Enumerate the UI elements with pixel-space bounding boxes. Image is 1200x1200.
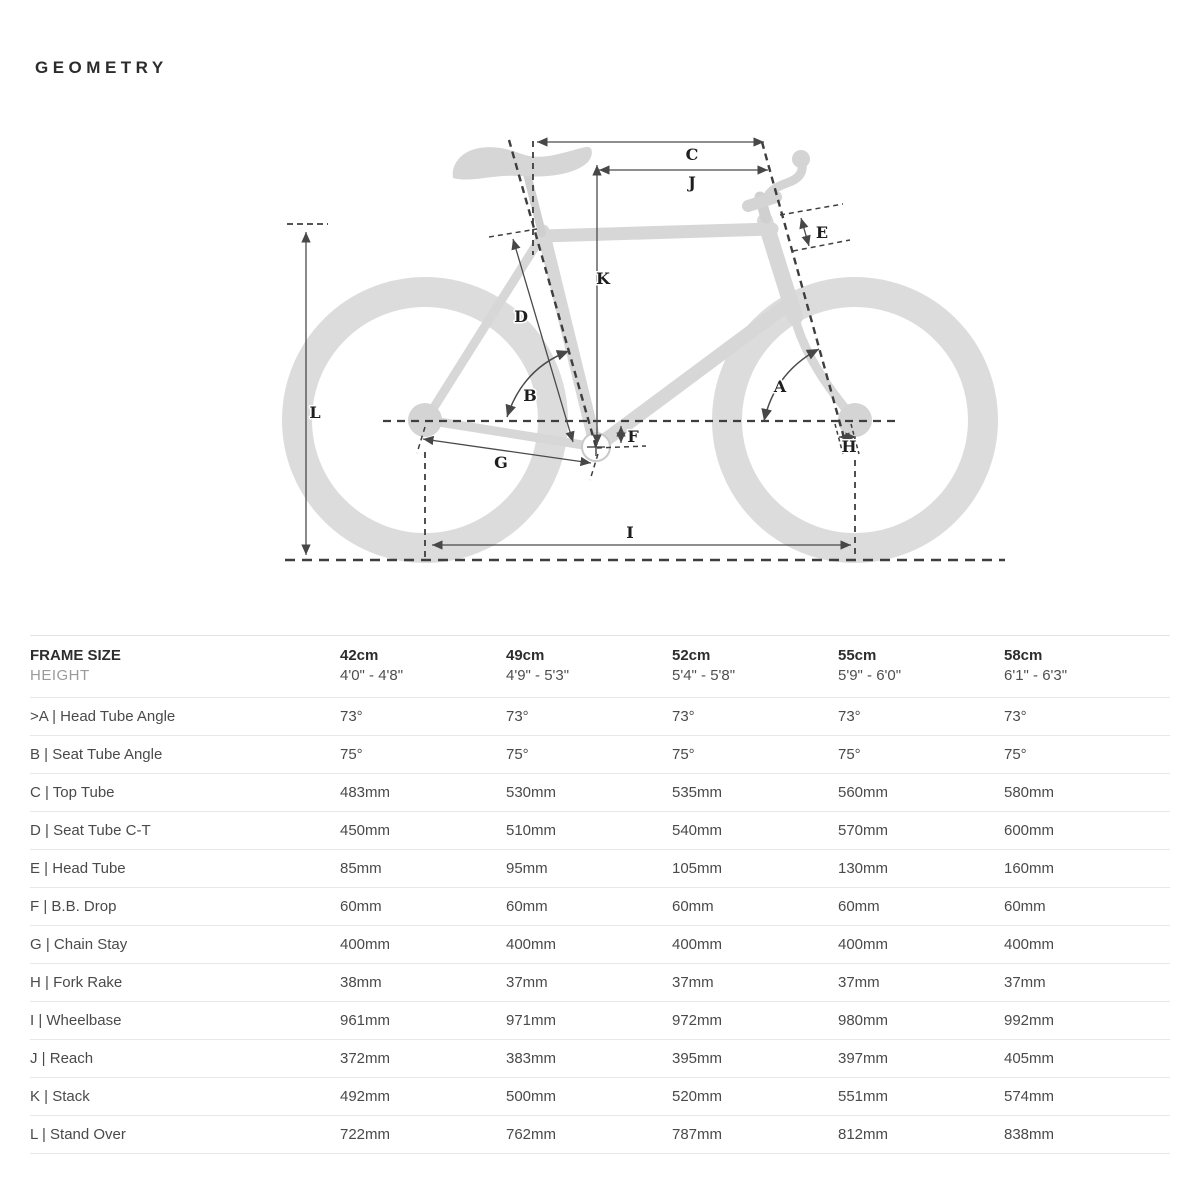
geometry-value-cell: 372mm [340, 1040, 506, 1078]
geometry-value-cell: 972mm [672, 1002, 838, 1040]
geometry-value-cell: 73° [838, 698, 1004, 736]
geometry-value-cell: 574mm [1004, 1078, 1170, 1116]
bike-artwork [297, 147, 983, 548]
geometry-value-cell: 400mm [340, 926, 506, 964]
height-range-cell: 4'0" - 4'8" [340, 667, 404, 684]
height-range-cell: 5'9" - 6'0" [838, 667, 902, 684]
geometry-value-cell: 38mm [340, 964, 506, 1002]
geometry-value-cell: 762mm [506, 1116, 672, 1154]
geometry-value-cell: 787mm [672, 1116, 838, 1154]
geometry-row-label: K | Stack [30, 1078, 340, 1116]
geometry-row-label: I | Wheelbase [30, 1002, 340, 1040]
geometry-row-label: F | B.B. Drop [30, 888, 340, 926]
size-column-header: 49cm [506, 647, 545, 664]
geometry-value-cell: 530mm [506, 774, 672, 812]
geometry-table-row [30, 698, 1170, 736]
page-title: GEOMETRY [35, 58, 168, 77]
geometry-value-cell: 400mm [1004, 926, 1170, 964]
height-row-label: HEIGHT [30, 667, 90, 684]
geometry-value-cell: 397mm [838, 1040, 1004, 1078]
geometry-row-label: >A | Head Tube Angle [30, 698, 340, 736]
geometry-value-cell: 160mm [1004, 850, 1170, 888]
size-column-header: 52cm [672, 647, 711, 664]
geometry-value-cell: 60mm [506, 888, 672, 926]
dimension-J-label: J [688, 173, 696, 192]
geometry-value-cell: 60mm [340, 888, 506, 926]
geometry-value-cell: 400mm [506, 926, 672, 964]
geometry-table-row [30, 774, 1170, 812]
geometry-value-cell: 483mm [340, 774, 506, 812]
geometry-value-cell: 520mm [672, 1078, 838, 1116]
geometry-value-cell: 73° [1004, 698, 1170, 736]
dimension-B-label: B [523, 386, 537, 405]
head-tube-top-tick [780, 204, 843, 215]
geometry-value-cell: 722mm [340, 1116, 506, 1154]
geometry-value-cell: 400mm [838, 926, 1004, 964]
geometry-value-cell: 535mm [672, 774, 838, 812]
down-tube [596, 302, 791, 447]
dimension-E-arrow [801, 218, 809, 246]
geometry-row-label: J | Reach [30, 1040, 340, 1078]
geometry-value-cell: 75° [340, 736, 506, 774]
geometry-value-cell: 450mm [340, 812, 506, 850]
dimension-J [599, 170, 768, 192]
geometry-table-row [30, 1040, 1170, 1078]
size-column-header: 55cm [838, 647, 877, 664]
saddle [453, 147, 592, 180]
seatpost [526, 170, 542, 233]
height-range-cell: 4'9" - 5'3" [506, 667, 570, 684]
geometry-value-cell: 37mm [1004, 964, 1170, 1002]
geometry-row-label: D | Seat Tube C-T [30, 812, 340, 850]
rider-height-row [30, 667, 1170, 698]
dimension-D-label: D [514, 307, 528, 326]
geometry-value-cell: 560mm [838, 774, 1004, 812]
geometry-value-cell: 75° [838, 736, 1004, 774]
geometry-value-cell: 60mm [672, 888, 838, 926]
height-range-cell: 6'1" - 6'3" [1004, 667, 1068, 684]
construction-lines [285, 140, 1005, 560]
geometry-value-cell: 60mm [838, 888, 1004, 926]
geometry-value-cell: 75° [506, 736, 672, 774]
geometry-value-cell: 992mm [1004, 1002, 1170, 1040]
geometry-value-cell: 95mm [506, 850, 672, 888]
geometry-value-cell: 395mm [672, 1040, 838, 1078]
size-column-header: 42cm [340, 647, 379, 664]
geometry-value-cell: 75° [672, 736, 838, 774]
geometry-table-row [30, 850, 1170, 888]
top-tube [543, 229, 772, 236]
geometry-value-cell: 73° [340, 698, 506, 736]
dimension-C-label: C [685, 145, 699, 164]
geometry-row-label: C | Top Tube [30, 774, 340, 812]
dimension-I-label: I [626, 523, 634, 542]
geometry-value-cell: 600mm [1004, 812, 1170, 850]
dimension-L-label: L [309, 403, 321, 422]
geometry-value-cell: 130mm [838, 850, 1004, 888]
geometry-value-cell: 37mm [672, 964, 838, 1002]
geometry-value-cell: 500mm [506, 1078, 672, 1116]
geometry-table-row [30, 1002, 1170, 1040]
geometry-row-label: H | Fork Rake [30, 964, 340, 1002]
dimension-K-label: K [596, 269, 610, 288]
geometry-table-row [30, 736, 1170, 774]
geometry-row-label: L | Stand Over [30, 1116, 340, 1154]
geometry-table-row [30, 1078, 1170, 1116]
geometry-value-cell: 570mm [838, 812, 1004, 850]
seat-tube-top-tick [489, 229, 537, 237]
geometry-value-cell: 37mm [506, 964, 672, 1002]
geometry-value-cell: 400mm [672, 926, 838, 964]
geometry-value-cell: 961mm [340, 1002, 506, 1040]
geometry-value-cell: 812mm [838, 1116, 1004, 1154]
geometry-value-cell: 540mm [672, 812, 838, 850]
dimension-A-label: A [773, 377, 787, 396]
geometry-value-cell: 838mm [1004, 1116, 1170, 1154]
geometry-table-row [30, 812, 1170, 850]
frame-size-header-row [30, 636, 1170, 668]
geometry-value-cell: 105mm [672, 850, 838, 888]
brake-hood [748, 197, 776, 206]
dimension-H [839, 437, 857, 456]
geometry-table-row [30, 1116, 1170, 1154]
geometry-value-cell: 492mm [340, 1078, 506, 1116]
geometry-table-row [30, 888, 1170, 926]
geometry-value-cell: 75° [1004, 736, 1170, 774]
dimension-G-label: G [494, 453, 508, 472]
dimension-E [801, 218, 828, 246]
geometry-value-cell: 551mm [838, 1078, 1004, 1116]
geometry-value-cell: 85mm [340, 850, 506, 888]
geometry-value-cell: 73° [506, 698, 672, 736]
geometry-value-cell: 383mm [506, 1040, 672, 1078]
geometry-value-cell: 37mm [838, 964, 1004, 1002]
geometry-row-label: E | Head Tube [30, 850, 340, 888]
dimension-K [596, 165, 611, 445]
bottom-bracket [582, 433, 610, 461]
size-column-header: 58cm [1004, 647, 1043, 664]
geometry-table [30, 635, 1170, 1154]
geometry-value-cell: 60mm [1004, 888, 1170, 926]
dimension-F-label: F [627, 427, 639, 446]
geometry-table-row [30, 926, 1170, 964]
frame-size-header: FRAME SIZE [30, 647, 121, 664]
geometry-value-cell: 971mm [506, 1002, 672, 1040]
height-range-cell: 5'4" - 5'8" [672, 667, 736, 684]
geometry-value-cell: 580mm [1004, 774, 1170, 812]
geometry-value-cell: 510mm [506, 812, 672, 850]
geometry-table-row [30, 964, 1170, 1002]
dimension-E-label: E [815, 223, 829, 242]
geometry-value-cell: 980mm [838, 1002, 1004, 1040]
geometry-row-label: G | Chain Stay [30, 926, 340, 964]
geometry-value-cell: 405mm [1004, 1040, 1170, 1078]
geometry-value-cell: 73° [672, 698, 838, 736]
geometry-row-label: B | Seat Tube Angle [30, 736, 340, 774]
handlebar-end [792, 150, 810, 168]
dimension-H-label: H [841, 437, 857, 456]
